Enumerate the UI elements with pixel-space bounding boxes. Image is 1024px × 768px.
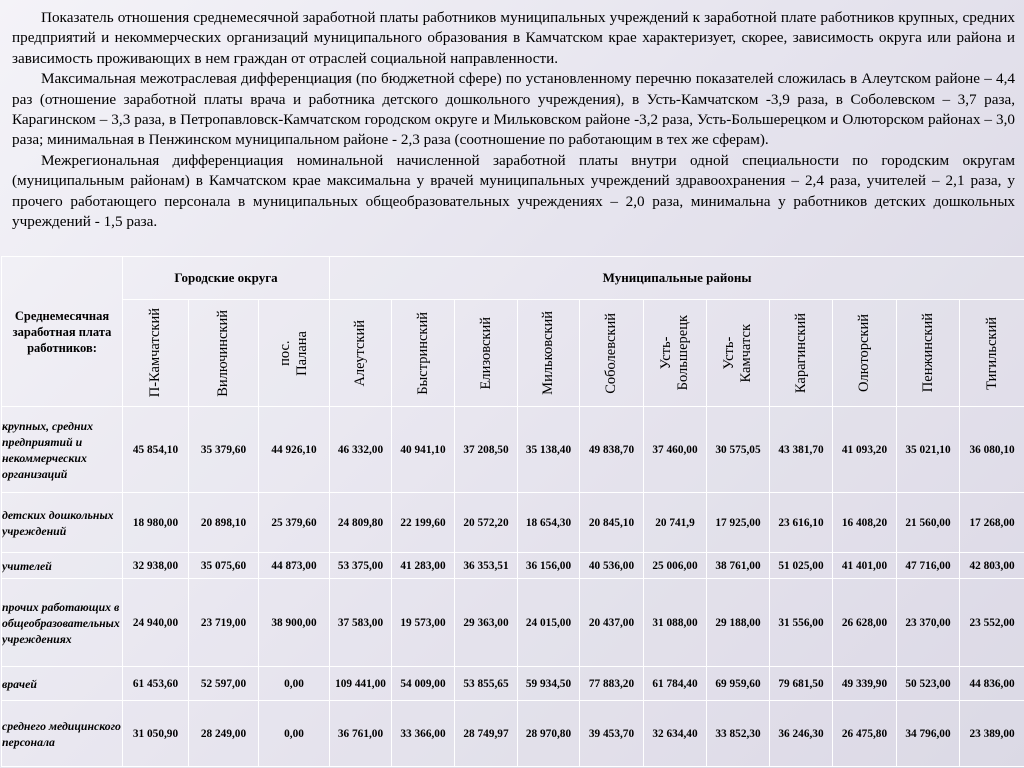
column-header-label: Тигильский xyxy=(983,316,1000,390)
column-header-label: Соболевский xyxy=(603,312,619,394)
salary-value: 32 938,00 xyxy=(123,553,189,579)
salary-value: 77 883,20 xyxy=(580,667,644,701)
column-header xyxy=(189,300,259,407)
column-header-label: Быстринский xyxy=(414,311,431,395)
salary-value: 31 050,90 xyxy=(123,701,189,767)
salary-value: 23 719,00 xyxy=(189,579,259,667)
row-label: учителей xyxy=(2,553,123,579)
column-header-row xyxy=(2,300,1024,407)
salary-value: 31 088,00 xyxy=(644,579,707,667)
salary-value: 26 628,00 xyxy=(833,579,897,667)
salary-value: 20 437,00 xyxy=(580,579,644,667)
salary-value: 20 898,10 xyxy=(189,493,259,553)
table-row xyxy=(2,701,1024,767)
column-header-label: П-Камчатский xyxy=(147,308,163,398)
group-urban-header: Городские округа xyxy=(123,257,330,300)
salary-value: 23 616,10 xyxy=(770,493,833,553)
salary-value: 44 873,00 xyxy=(259,553,330,579)
salary-value: 36 761,00 xyxy=(330,701,392,767)
row-label: прочих работающих в общеобразовательных учреждениях xyxy=(2,579,123,667)
column-header-label: пос. Палана xyxy=(277,330,310,376)
salary-value: 79 681,50 xyxy=(770,667,833,701)
salary-value: 28 970,80 xyxy=(518,701,580,767)
column-header xyxy=(770,300,833,407)
table-row xyxy=(2,553,1024,579)
salary-value: 49 838,70 xyxy=(580,407,644,493)
salary-value: 53 855,65 xyxy=(455,667,518,701)
salary-value: 36 246,30 xyxy=(770,701,833,767)
salary-value: 61 453,60 xyxy=(123,667,189,701)
paragraph-interregional: Межрегиональная дифференциация номинальной начисленной заработной платы внутри одной специальности по городским округам (муниципальным районам) в Камчатском крае максимальна у врачей муниципальных учреждений здравоохранения – 2,4 раза, учителей – 2,1 раза, у прочего работающего персонала в муниципальных общеобразовательных учреждениях – 2,0 раза, минимальна у работников детских дошкольных учреждений - 1,5 раза. xyxy=(12,151,1015,231)
salary-value: 51 025,00 xyxy=(770,553,833,579)
column-header xyxy=(392,300,455,407)
salary-value: 50 523,00 xyxy=(897,667,960,701)
column-header xyxy=(580,300,644,407)
column-header-label: Усть- Камчатск xyxy=(721,323,754,383)
salary-value: 40 941,10 xyxy=(392,407,455,493)
table-row xyxy=(2,493,1024,553)
row-label: врачей xyxy=(2,667,123,701)
salary-value: 109 441,00 xyxy=(330,667,392,701)
row-header-title: Среднемесячная заработная плата работников: xyxy=(2,257,123,407)
column-header xyxy=(960,300,1024,407)
column-header-label: Вилючинский xyxy=(215,309,231,397)
salary-value: 0,00 xyxy=(259,701,330,767)
salary-value: 59 934,50 xyxy=(518,667,580,701)
salary-value: 69 959,60 xyxy=(707,667,770,701)
salary-value: 40 536,00 xyxy=(580,553,644,579)
column-header xyxy=(123,300,189,407)
salary-value: 32 634,40 xyxy=(644,701,707,767)
salary-value: 24 940,00 xyxy=(123,579,189,667)
salary-value: 21 560,00 xyxy=(897,493,960,553)
salary-value: 16 408,20 xyxy=(833,493,897,553)
row-label: крупных, средних предприятий и некоммерческих организаций xyxy=(2,407,123,493)
salary-value: 36 353,51 xyxy=(455,553,518,579)
column-header xyxy=(644,300,707,407)
salary-value: 45 854,10 xyxy=(123,407,189,493)
salary-value: 31 556,00 xyxy=(770,579,833,667)
salary-value: 25 379,60 xyxy=(259,493,330,553)
salary-value: 36 156,00 xyxy=(518,553,580,579)
salary-value: 35 138,40 xyxy=(518,407,580,493)
column-header xyxy=(259,300,330,407)
salary-value: 18 654,30 xyxy=(518,493,580,553)
salary-value: 35 021,10 xyxy=(897,407,960,493)
paragraph-ratio: Показатель отношения среднемесячной заработной платы работников муниципальных учреждений к заработной плате работников крупных, средних предприятий и некоммерческих организаций муниципального образования в Камчатском крае характеризует, скорее, зависимость округа или района и зависимость проживающих в нем граждан от отраслей социальной направленности. xyxy=(12,9,1015,67)
table-row xyxy=(2,579,1024,667)
salary-value: 38 900,00 xyxy=(259,579,330,667)
salary-value: 33 366,00 xyxy=(392,701,455,767)
column-header xyxy=(707,300,770,407)
salary-value: 23 552,00 xyxy=(960,579,1024,667)
salary-value: 49 339,90 xyxy=(833,667,897,701)
column-header-label: Пенжинский xyxy=(919,313,936,393)
salary-value: 18 980,00 xyxy=(123,493,189,553)
salary-value: 19 573,00 xyxy=(392,579,455,667)
row-label: детских дошкольных учреждений xyxy=(2,493,123,553)
salary-value: 35 379,60 xyxy=(189,407,259,493)
table-row xyxy=(2,667,1024,701)
salary-table xyxy=(1,256,1024,767)
column-header xyxy=(455,300,518,407)
column-header-label: Олюторский xyxy=(856,314,872,392)
salary-value: 54 009,00 xyxy=(392,667,455,701)
table-row xyxy=(2,407,1024,493)
salary-value: 38 761,00 xyxy=(707,553,770,579)
group-header-row xyxy=(2,257,1024,300)
salary-value: 28 249,00 xyxy=(189,701,259,767)
salary-value: 20 845,10 xyxy=(580,493,644,553)
row-label: среднего медицинского персонала xyxy=(2,701,123,767)
salary-value: 28 749,97 xyxy=(455,701,518,767)
salary-value: 24 809,80 xyxy=(330,493,392,553)
column-header-label: Елизовский xyxy=(477,316,494,390)
salary-value: 25 006,00 xyxy=(644,553,707,579)
salary-value: 0,00 xyxy=(259,667,330,701)
salary-value: 44 836,00 xyxy=(960,667,1024,701)
salary-value: 33 852,30 xyxy=(707,701,770,767)
column-header-label: Усть- Большерецк xyxy=(658,315,691,391)
salary-value: 20 572,20 xyxy=(455,493,518,553)
salary-value: 41 283,00 xyxy=(392,553,455,579)
salary-value: 23 389,00 xyxy=(960,701,1024,767)
salary-value: 42 803,00 xyxy=(960,553,1024,579)
salary-value: 29 188,00 xyxy=(707,579,770,667)
column-header xyxy=(518,300,580,407)
salary-value: 22 199,60 xyxy=(392,493,455,553)
salary-value: 26 475,80 xyxy=(833,701,897,767)
salary-value: 34 796,00 xyxy=(897,701,960,767)
column-header-label: Мильковский xyxy=(540,311,556,395)
column-header xyxy=(330,300,392,407)
paragraph-intersector: Максимальная межотраслевая дифференциация (по бюджетной сфере) по установленному перечню показателей сложилась в Алеутском районе – 4,4 раз (отношение заработной платы врача и работника детского дошкольного учреждения), в Усть-Камчатском -3,9 раза, в Соболевском – 3,7 раза, Карагинском – 3,3 раза, в Петропавловск-Камчатском городском округе и Мильковском районе -3,2 раза, Усть-Большерецком и Олюторском районах – 3,0 раза; минимальная в Пенжинском муниципальном районе - 2,3 раза (соотношение по работающим в тех же сферам). xyxy=(12,70,1015,149)
column-header xyxy=(897,300,960,407)
salary-value: 39 453,70 xyxy=(580,701,644,767)
salary-value: 53 375,00 xyxy=(330,553,392,579)
salary-value: 37 583,00 xyxy=(330,579,392,667)
salary-value: 24 015,00 xyxy=(518,579,580,667)
salary-value: 37 460,00 xyxy=(644,407,707,493)
salary-value: 41 093,20 xyxy=(833,407,897,493)
salary-value: 17 268,00 xyxy=(960,493,1024,553)
salary-value: 30 575,05 xyxy=(707,407,770,493)
salary-value: 46 332,00 xyxy=(330,407,392,493)
salary-value: 52 597,00 xyxy=(189,667,259,701)
salary-value: 41 401,00 xyxy=(833,553,897,579)
salary-value: 37 208,50 xyxy=(455,407,518,493)
salary-value: 17 925,00 xyxy=(707,493,770,553)
column-header xyxy=(833,300,897,407)
column-header-label: Карагинский xyxy=(792,312,809,394)
group-districts-header: Муниципальные районы xyxy=(330,257,1024,300)
salary-value: 36 080,10 xyxy=(960,407,1024,493)
table-body xyxy=(2,407,1024,767)
intro-text xyxy=(12,8,1015,232)
salary-value: 35 075,60 xyxy=(189,553,259,579)
salary-value: 61 784,40 xyxy=(644,667,707,701)
salary-value: 29 363,00 xyxy=(455,579,518,667)
salary-value: 47 716,00 xyxy=(897,553,960,579)
column-header-label: Алеутский xyxy=(352,319,368,387)
salary-value: 44 926,10 xyxy=(259,407,330,493)
salary-value: 23 370,00 xyxy=(897,579,960,667)
salary-value: 20 741,9 xyxy=(644,493,707,553)
salary-value: 43 381,70 xyxy=(770,407,833,493)
